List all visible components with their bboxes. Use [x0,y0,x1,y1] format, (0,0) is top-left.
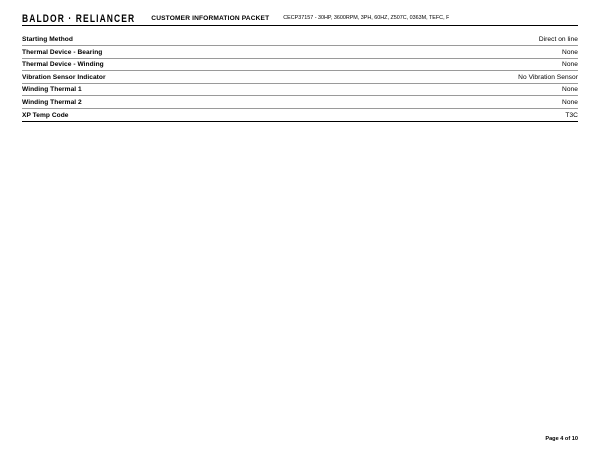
header-meta: CECP37157 - 30HP, 3600RPM, 3PH, 60HZ, Z507C, 0363M, TEFC, F [283,15,450,21]
spec-label: Winding Thermal 2 [22,96,346,109]
spec-value: None [346,83,578,96]
spec-label: Thermal Device - Bearing [22,46,346,59]
spec-label: Winding Thermal 1 [22,83,346,96]
spec-value: T3C [346,109,578,122]
spec-label: Vibration Sensor Indicator [22,71,346,84]
specification-table-body [22,33,578,121]
document-header [22,10,578,26]
specification-table [22,33,578,122]
table-row [22,71,578,84]
page-footer: Page 4 of 10 [545,436,578,442]
spec-label: Starting Method [22,33,346,46]
spec-value: None [346,46,578,59]
spec-label: Thermal Device - Winding [22,58,346,71]
table-row [22,83,578,96]
header-title: CUSTOMER INFORMATION PACKET [151,14,270,22]
spec-value: None [346,58,578,71]
table-row [22,109,578,122]
spec-label: XP Temp Code [22,109,346,122]
table-row [22,46,578,59]
spec-value: None [346,96,578,109]
table-row [22,33,578,46]
header-divider [22,25,578,26]
spec-value: Direct on line [346,33,578,46]
table-row [22,58,578,71]
baldor-reliance-logo: BALDOR · RELIANCER [22,11,136,25]
spec-value: No Vibration Sensor [346,71,578,84]
table-row [22,96,578,109]
